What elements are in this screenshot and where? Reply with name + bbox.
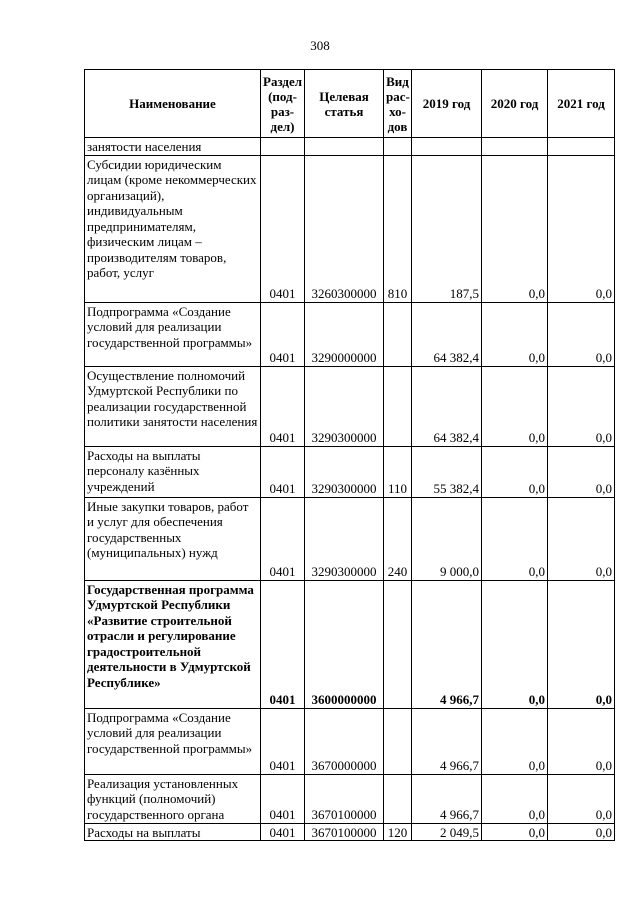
row-name: Подпрограмма «Создание условий для реализации государственной программы» [85,302,261,366]
row-kind [384,580,412,708]
table-row [85,708,615,774]
row-kind: 120 [384,823,412,841]
table-header-row [85,70,615,138]
row-section: 0401 [261,302,305,366]
row-2021: 0,0 [548,155,615,302]
row-2020: 0,0 [482,580,548,708]
row-name: Расходы на выплаты [85,823,261,841]
row-name: Иные закупки товаров, работ и услуг для обеспечения государственных (муниципальных) нужд [85,497,261,580]
table-row [85,774,615,823]
row-section: 0401 [261,580,305,708]
row-2021: 0,0 [548,366,615,446]
header-2021: 2021 год [548,70,615,138]
row-2020: 0,0 [482,774,548,823]
row-2021: 0,0 [548,823,615,841]
table-row [85,580,615,708]
header-2019: 2019 год [412,70,482,138]
header-kind: Вид рас-хо-дов [384,70,412,138]
row-2021: 0,0 [548,302,615,366]
row-name: Реализация установленных функций (полномочий) государственного органа [85,774,261,823]
table-row [85,366,615,446]
row-2021: 0,0 [548,774,615,823]
row-2020: 0,0 [482,155,548,302]
row-kind [384,138,412,156]
table-body [85,138,615,841]
row-name: Подпрограмма «Создание условий для реализации государственной программы» [85,708,261,774]
table-row [85,823,615,841]
row-2021: 0,0 [548,708,615,774]
row-section: 0401 [261,497,305,580]
row-kind [384,366,412,446]
table-row [85,302,615,366]
row-2019: 4 966,7 [412,580,482,708]
table-row [85,497,615,580]
row-kind: 810 [384,155,412,302]
row-2019: 55 382,4 [412,446,482,497]
row-kind [384,708,412,774]
row-2020: 0,0 [482,446,548,497]
row-target: 3670000000 [305,708,384,774]
row-target: 3290000000 [305,302,384,366]
page-number: 308 [310,38,330,53]
row-kind: 110 [384,446,412,497]
table-row [85,138,615,156]
row-2021: 0,0 [548,580,615,708]
row-2020: 0,0 [482,708,548,774]
header-2020: 2020 год [482,70,548,138]
row-2020 [482,138,548,156]
row-name: Расходы на выплаты персоналу казённых учреждений [85,446,261,497]
row-section: 0401 [261,155,305,302]
row-2019: 4 966,7 [412,708,482,774]
row-target: 3290300000 [305,497,384,580]
row-2020: 0,0 [482,823,548,841]
row-target: 3670100000 [305,823,384,841]
table-row [85,446,615,497]
row-kind [384,774,412,823]
row-2019: 187,5 [412,155,482,302]
row-2020: 0,0 [482,302,548,366]
row-2019: 64 382,4 [412,366,482,446]
header-section: Раздел (под-раз-дел) [261,70,305,138]
row-target: 3670100000 [305,774,384,823]
row-section: 0401 [261,366,305,446]
row-2019 [412,138,482,156]
row-target: 3600000000 [305,580,384,708]
row-2019: 2 049,5 [412,823,482,841]
row-name: Осуществление полномочий Удмуртской Республики по реализации государственной политики занятости населения [85,366,261,446]
row-name: Субсидии юридическим лицам (кроме некоммерческих организаций), индивидуальным предпринимателям, физическим лицам – производителям товаров, работ, услуг [85,155,261,302]
row-kind: 240 [384,497,412,580]
row-section [261,138,305,156]
row-section: 0401 [261,446,305,497]
row-2019: 9 000,0 [412,497,482,580]
row-name: Государственная программа Удмуртской Республики «Развитие строительной отрасли и регулирование градостроительной деятельности в Удмуртской Республике» [85,580,261,708]
row-2021: 0,0 [548,446,615,497]
row-2019: 64 382,4 [412,302,482,366]
row-target: 3290300000 [305,446,384,497]
row-kind [384,302,412,366]
row-2021: 0,0 [548,497,615,580]
row-target: 3260300000 [305,155,384,302]
table-row [85,155,615,302]
row-section: 0401 [261,774,305,823]
row-target [305,138,384,156]
row-section: 0401 [261,823,305,841]
row-section: 0401 [261,708,305,774]
row-2020: 0,0 [482,366,548,446]
header-target: Целевая статья [305,70,384,138]
row-2019: 4 966,7 [412,774,482,823]
row-2020: 0,0 [482,497,548,580]
row-2021 [548,138,615,156]
row-target: 3290300000 [305,366,384,446]
budget-table [84,69,615,841]
row-name: занятости населения [85,138,261,156]
header-name: Наименование [85,70,261,138]
